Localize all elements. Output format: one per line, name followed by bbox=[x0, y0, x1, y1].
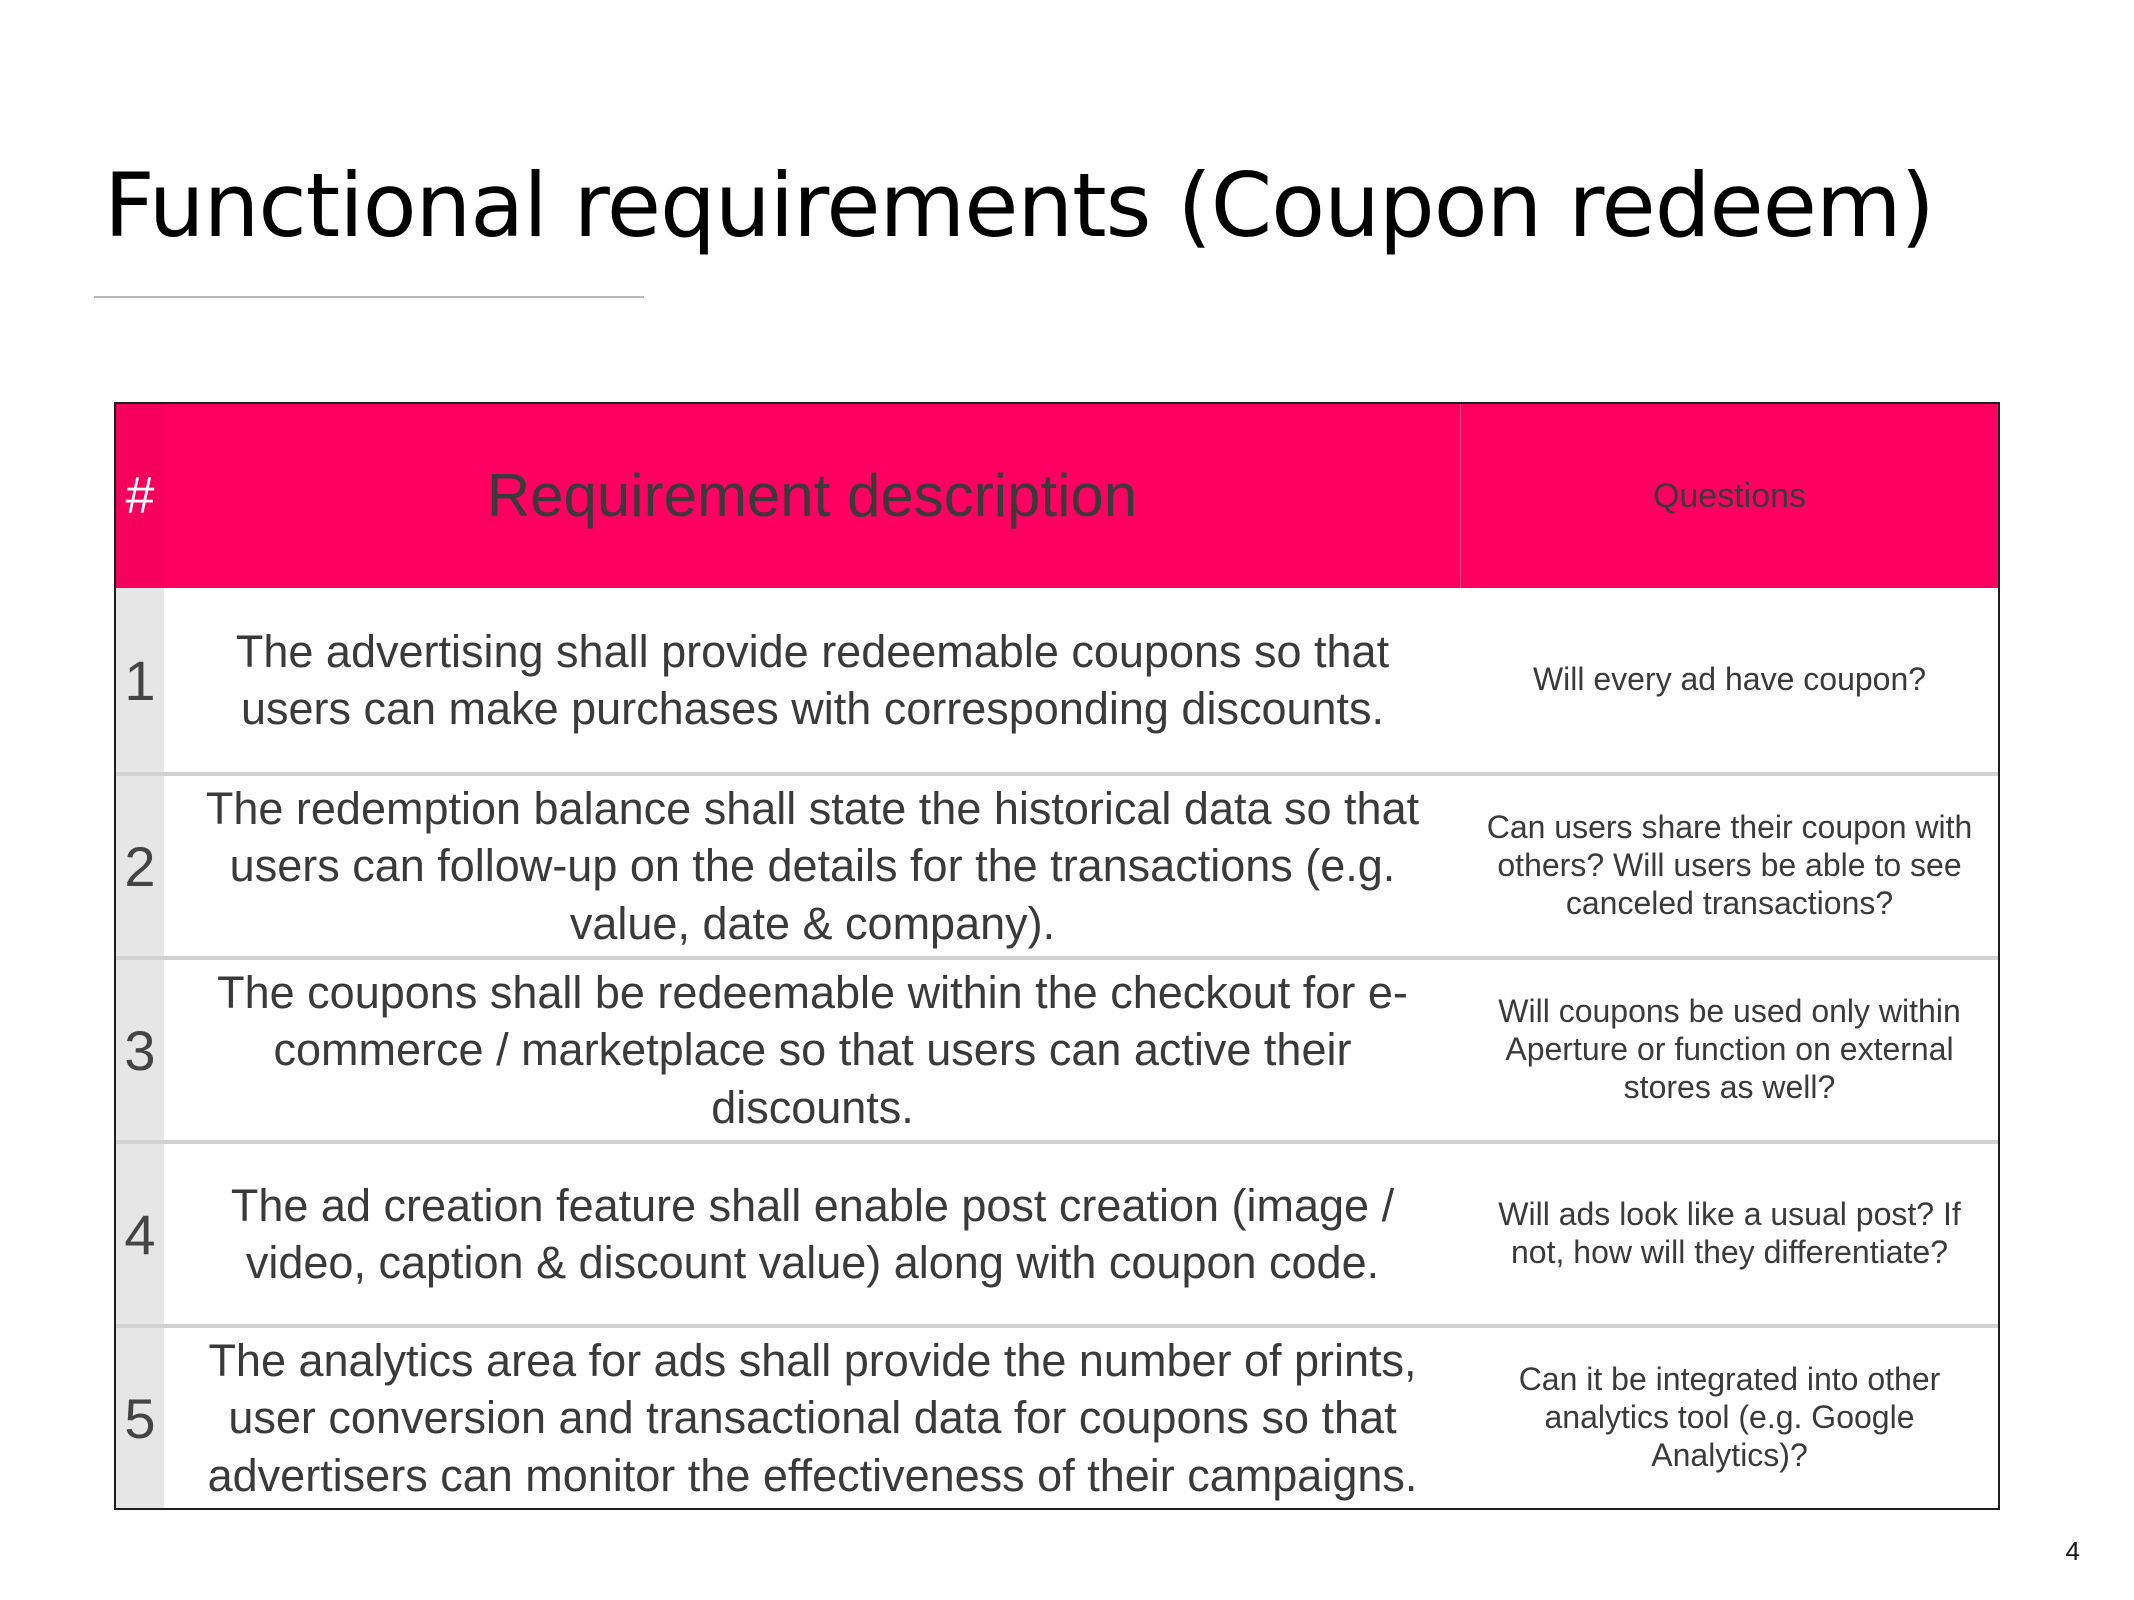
row-question: Can users share their coupon with others? Will users be able to see canceled transactions? bbox=[1486, 809, 1973, 921]
row-description: The advertising shall provide redeemable coupons so that users can make purchases with corresponding discounts. bbox=[235, 625, 1390, 734]
table-row bbox=[116, 588, 1998, 772]
row-description: The redemption balance shall state the historical data so that users can follow-up on the details for the transactions (e.g. value, date & company). bbox=[205, 783, 1420, 949]
row-number: 1 bbox=[116, 588, 164, 772]
table-row bbox=[116, 956, 1998, 1140]
table-row bbox=[116, 1140, 1998, 1324]
row-question: Will every ad have coupon? bbox=[1532, 661, 1927, 698]
table-row bbox=[116, 772, 1998, 956]
header-number: # bbox=[116, 404, 164, 588]
title-underline bbox=[94, 296, 644, 298]
row-description: The coupons shall be redeemable within the checkout for e-commerce / marketplace so that users can active their discounts. bbox=[217, 967, 1408, 1133]
slide-title: Functional requirements (Coupon redeem) bbox=[104, 154, 1934, 257]
row-number: 3 bbox=[116, 960, 164, 1140]
row-number: 2 bbox=[116, 776, 164, 956]
row-description: The analytics area for ads shall provide the number of prints, user conversion and transactional data for coupons so that advertisers can monitor the effectiveness of their campaigns. bbox=[207, 1335, 1418, 1501]
requirements-table bbox=[114, 402, 2000, 1510]
header-description: Requirement description bbox=[164, 404, 1461, 588]
page-number: 4 bbox=[2065, 1536, 2080, 1566]
row-number: 5 bbox=[116, 1328, 164, 1508]
row-number: 4 bbox=[116, 1144, 164, 1324]
table-header-row bbox=[116, 404, 1998, 588]
row-question: Will ads look like a usual post? If not, how will they differentiate? bbox=[1498, 1196, 1961, 1270]
row-question: Will coupons be used only within Aperture or function on external stores as well? bbox=[1498, 993, 1961, 1105]
table-row bbox=[116, 1324, 1998, 1508]
row-description: The ad creation feature shall enable post creation (image / video, caption & discount value) along with coupon code. bbox=[230, 1179, 1395, 1288]
header-questions: Questions bbox=[1652, 476, 1807, 515]
row-question: Can it be integrated into other analytics tool (e.g. Google Analytics)? bbox=[1518, 1361, 1941, 1473]
